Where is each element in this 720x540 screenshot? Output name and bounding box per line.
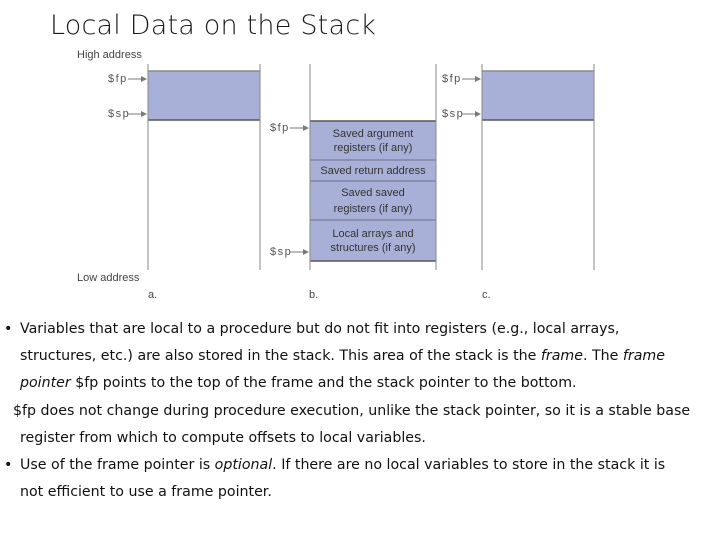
panel-b-fp-label: $fp xyxy=(270,122,290,134)
bullet-2-line-1: • Use of the frame pointer is optional. If there are no local variables to store in the stack it is xyxy=(4,452,716,479)
panel-a-frame-fill xyxy=(148,71,260,120)
bullet-list xyxy=(4,316,716,506)
bullet-1-line-2: structures, etc.) are also stored in the stack. This area of the stack is the frame. The frame xyxy=(20,348,665,365)
high-address-label: High address xyxy=(77,49,142,61)
panel-a xyxy=(108,64,260,301)
panel-a-fp-label: $fp xyxy=(108,73,128,85)
panel-b-sp-label: $sp xyxy=(270,246,293,258)
bullet-1-line-3: pointer $fp points to the top of the frame and the stack pointer to the bottom. xyxy=(20,375,577,392)
slide-title: Local Data on the Stack xyxy=(50,10,377,41)
local-arrays-line1: Local arrays and xyxy=(332,228,414,240)
panel-a-sp-label: $sp xyxy=(108,108,131,120)
saved-argument-line2: registers (if any) xyxy=(333,142,413,154)
bullet-2-line-2: not efficient to use a frame pointer. xyxy=(20,484,272,501)
local-arrays-line2: structures (if any) xyxy=(330,242,416,254)
panel-c-label: c. xyxy=(482,289,491,301)
panel-b-label: b. xyxy=(309,289,319,301)
saved-argument-line1: Saved argument xyxy=(332,128,414,140)
saved-saved-line1: Saved saved xyxy=(341,187,405,199)
bullet-dot: • xyxy=(4,457,13,474)
bullet-1-line-1: • Variables that are local to a procedure but do not fit into registers (e.g., local arrays, xyxy=(4,316,716,343)
saved-saved-line2: registers (if any) xyxy=(333,203,413,215)
saved-return-address: Saved return address xyxy=(320,165,426,177)
bullet-dot: • xyxy=(4,321,13,337)
panel-c xyxy=(442,64,594,301)
panel-a-label: a. xyxy=(148,289,158,301)
panel-c-fp-label: $fp xyxy=(442,73,462,85)
low-address-label: Low address xyxy=(77,272,140,284)
bullet-1-line-5: register from which to compute offsets to local variables. xyxy=(20,429,426,446)
panel-c-frame-fill xyxy=(482,71,594,120)
panel-c-sp-label: $sp xyxy=(442,108,465,120)
bullet-1-line-4: $fp does not change during procedure execution, unlike the stack pointer, so it is a stable base xyxy=(13,402,691,419)
panel-b xyxy=(270,64,436,301)
